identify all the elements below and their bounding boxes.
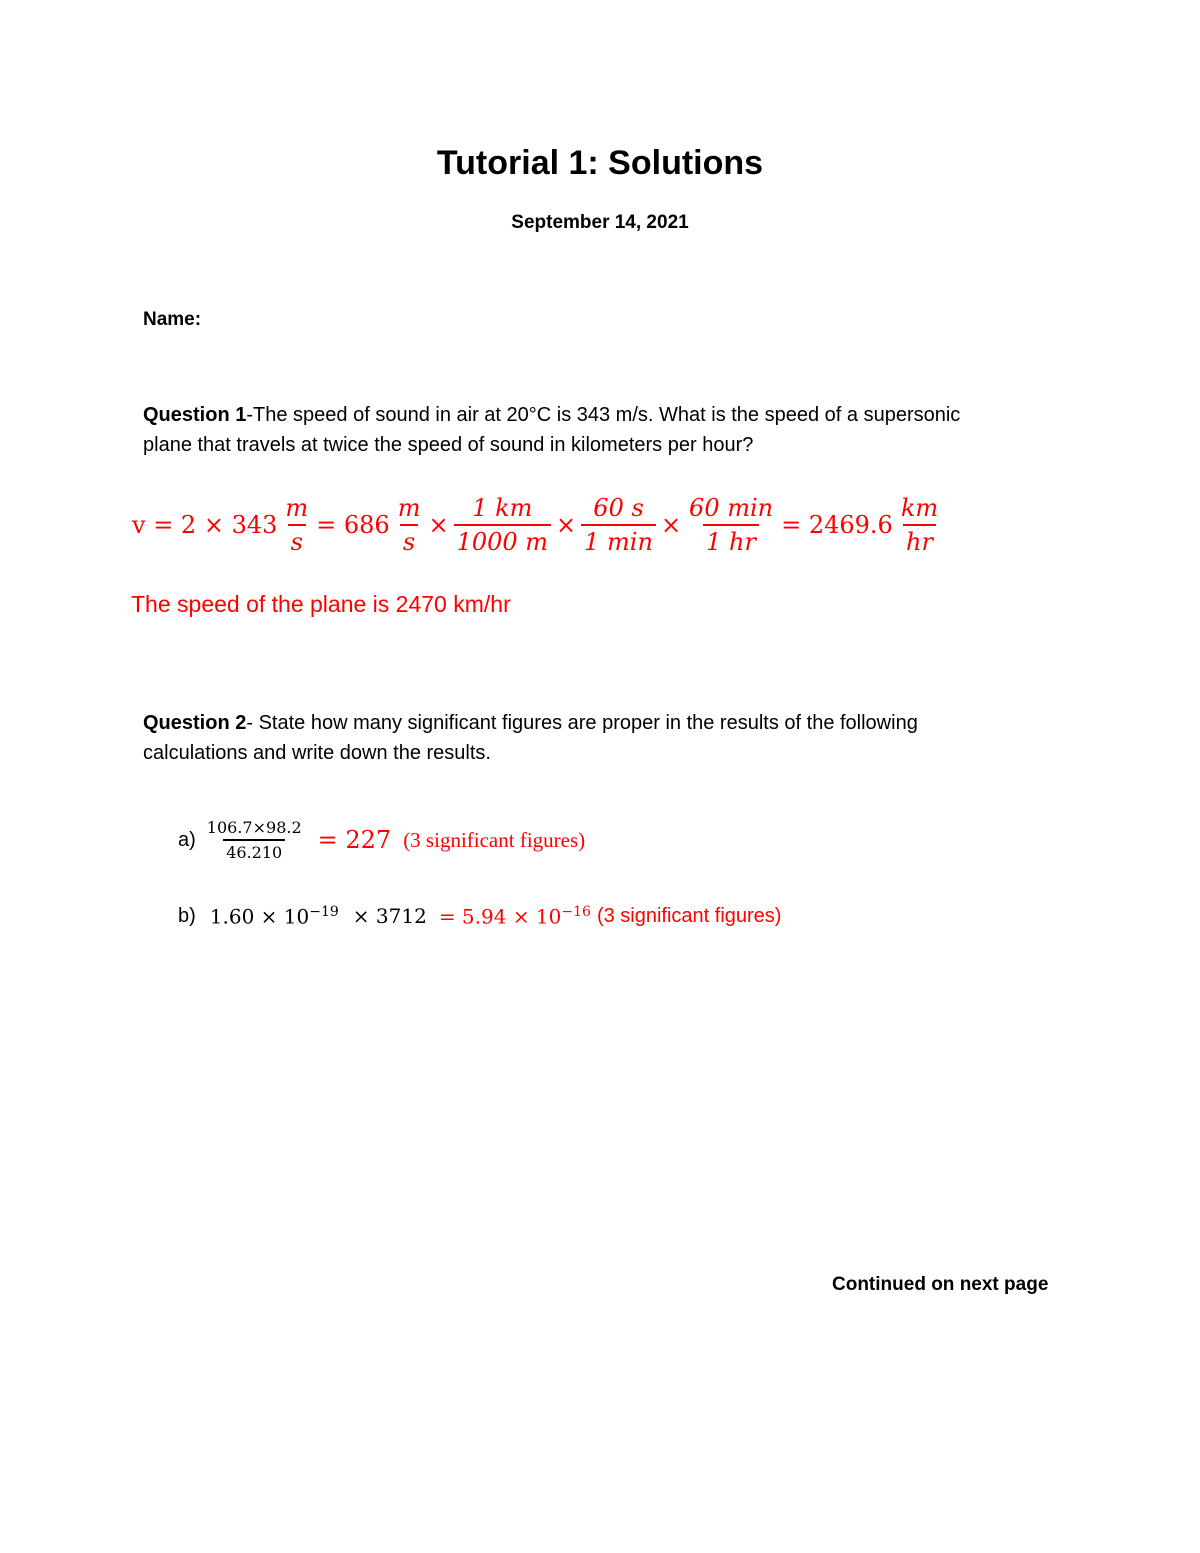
fraction-denominator: 1 min	[581, 524, 656, 556]
fraction-denominator: 1000 m	[454, 524, 551, 556]
question2-text-line2: calculations and write down the results.	[143, 742, 491, 764]
continued-note: Continued on next page	[832, 1274, 1049, 1295]
question1-text	[143, 400, 960, 460]
fraction-numerator: m	[285, 494, 309, 522]
part-b-tail: × 3712	[352, 904, 427, 929]
page-title: Tutorial 1: Solutions	[436, 144, 764, 182]
question2-part-b	[178, 904, 781, 929]
part-b-label: b)	[178, 904, 196, 927]
part-b-base: 1.60 × 10	[209, 904, 310, 929]
part-a-label: a)	[178, 828, 196, 851]
fraction-numerator: m	[397, 494, 421, 522]
fraction-m-per-s	[282, 494, 311, 556]
part-b-result-exponent: −16	[561, 904, 591, 920]
fraction-denominator: 46.210	[223, 839, 285, 862]
fraction-numerator: km	[900, 494, 939, 522]
fraction-min-per-hr	[686, 494, 776, 556]
question1-text-line2: plane that travels at twice the speed of sound in kilometers per hour?	[143, 434, 754, 456]
question2-line1	[143, 708, 918, 738]
question1-line1	[143, 400, 960, 430]
part-b-note: (3 significant figures)	[596, 904, 782, 927]
part-b-result	[439, 904, 591, 929]
fraction-numerator: 60 min	[689, 494, 774, 522]
question2-text	[143, 708, 918, 768]
question1-answer: The speed of the plane is 2470 km/hr	[131, 591, 511, 617]
question1-label: Question 1	[143, 404, 247, 426]
part-b-exponent: −19	[309, 904, 339, 920]
fraction-denominator: s	[400, 524, 418, 556]
question2-text-line1: - State how many significant figures are proper in the results of the following	[246, 712, 918, 734]
name-label: Name:	[143, 309, 202, 330]
question2-part-a	[178, 818, 585, 862]
date: September 14, 2021	[511, 212, 689, 233]
fraction-km-per-m	[454, 494, 551, 556]
part-a-fraction	[204, 818, 305, 862]
part-b-expr	[210, 904, 339, 929]
question1-equation	[130, 490, 944, 560]
fraction-numerator: 60 s	[593, 494, 644, 522]
times-sign: ×	[556, 511, 577, 539]
fraction-numerator: 1 km	[472, 494, 533, 522]
fraction-denominator: 1 hr	[703, 524, 759, 556]
times-sign: ×	[428, 511, 449, 539]
fraction-s-per-min	[581, 494, 656, 556]
fraction-m-per-s-2	[395, 494, 424, 556]
eq-lhs: v = 2 × 343	[132, 511, 278, 539]
eq-result: = 2469.6	[781, 511, 893, 539]
part-a-result: = 227	[317, 826, 392, 854]
question2-label: Question 2	[143, 712, 247, 734]
fraction-denominator: hr	[903, 524, 936, 556]
fraction-denominator: s	[288, 524, 306, 556]
fraction-km-per-hr	[898, 494, 941, 556]
eq-686: = 686	[316, 511, 390, 539]
question1-text-line1: -The speed of sound in air at 20°C is 343 m/s. What is the speed of a supersonic	[246, 404, 961, 426]
times-sign: ×	[660, 511, 682, 539]
fraction-numerator: 106.7×98.2	[206, 818, 302, 837]
part-b-result-base: = 5.94 × 10	[438, 904, 562, 929]
part-a-note: (3 significant figures)	[403, 827, 586, 852]
